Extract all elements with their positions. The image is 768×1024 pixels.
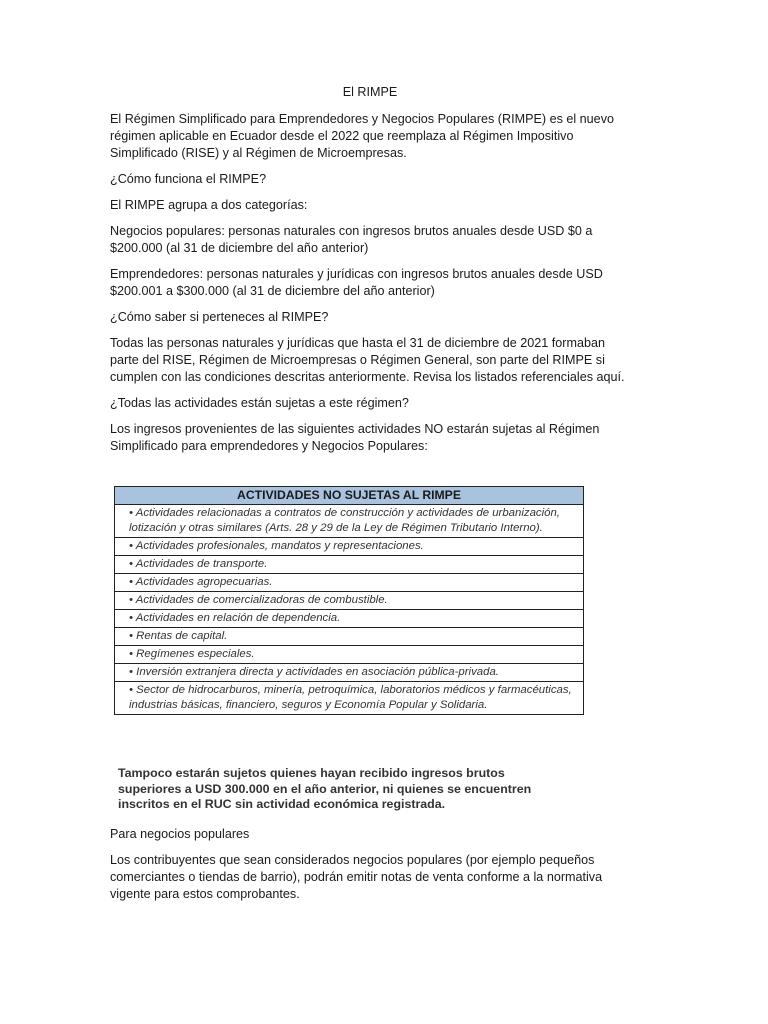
exclusion-note: Tampoco estarán sujetos quienes hayan recibido ingresos brutos superiores a USD 300.000 en el año anterior, ni quienes se encuentren inscritos en el RUC sin actividad económica registrada. xyxy=(118,766,532,811)
table-row: • Regímenes especiales. xyxy=(115,646,583,664)
belong-paragraph: Todas las personas naturales y jurídicas que hasta el 31 de diciembre de 2021 formaban parte del RISE, Régimen de Microempresas o Régimen General, son parte del RIMPE si cumplen con las condiciones descritas anteriormente. Revisa los listados referenciales aquí. xyxy=(110,336,625,384)
question-belong: ¿Cómo saber si perteneces al RIMPE? xyxy=(110,310,329,324)
table-row: • Actividades relacionadas a contratos de construcción y actividades de urbanización, lotización y otras similares (Arts. 28 y 29 de la Ley de Régimen Tributario Interno). xyxy=(115,505,583,538)
activities-table xyxy=(114,486,584,715)
table-row: • Rentas de capital. xyxy=(115,628,583,646)
question-activities: ¿Todas las actividades están sujetas a este régimen? xyxy=(110,396,409,410)
table-row: • Sector de hidrocarburos, minería, petroquímica, laboratorios médicos y farmacéuticas, industrias básicas, financiero, seguros y Economía Popular y Solidaria. xyxy=(129,684,572,711)
lower-section xyxy=(110,826,630,912)
categories-intro: El RIMPE agrupa a dos categorías: xyxy=(110,198,308,212)
category-emprendedores: Emprendedores: personas naturales y jurídicas con ingresos brutos anuales desde USD $200.001 a $300.000 (al 31 de diciembre del año anterior) xyxy=(110,267,603,298)
section-heading: Para negocios populares xyxy=(110,827,250,841)
document-body xyxy=(110,84,630,464)
table-row: • Actividades de comercializadoras de combustible. xyxy=(115,592,583,610)
table-row: • Actividades en relación de dependencia. xyxy=(115,610,583,628)
table-row: • Actividades agropecuarias. xyxy=(115,574,583,592)
activities-intro: Los ingresos provenientes de las siguientes actividades NO estarán sujetas al Régimen Simplificado para emprendedores y Negocios Populares: xyxy=(110,422,600,453)
category-negocios-populares: Negocios populares: personas naturales con ingresos brutos anuales desde USD $0 a $200.000 (al 31 de diciembre del año anterior) xyxy=(110,224,593,255)
table-row: • Actividades profesionales, mandatos y representaciones. xyxy=(115,538,583,556)
section-paragraph: Los contribuyentes que sean considerados negocios populares (por ejemplo pequeños comerciantes o tiendas de barrio), podrán emitir notas de venta conforme a la normativa vigente para estos comprobantes. xyxy=(110,853,603,901)
document-title: El RIMPE xyxy=(342,85,398,99)
table-row: • Inversión extranjera directa y actividades en asociación pública-privada. xyxy=(115,664,583,682)
question-how-works: ¿Cómo funciona el RIMPE? xyxy=(110,172,267,186)
table-row: • Actividades de transporte. xyxy=(115,556,583,574)
table-header: ACTIVIDADES NO SUJETAS AL RIMPE xyxy=(115,487,583,505)
intro-paragraph: El Régimen Simplificado para Emprendedores y Negocios Populares (RIMPE) es el nuevo régimen aplicable en Ecuador desde el 2022 que reemplaza al Régimen Impositivo Simplificado (RISE) y al Régimen de Microempresas. xyxy=(110,112,614,160)
